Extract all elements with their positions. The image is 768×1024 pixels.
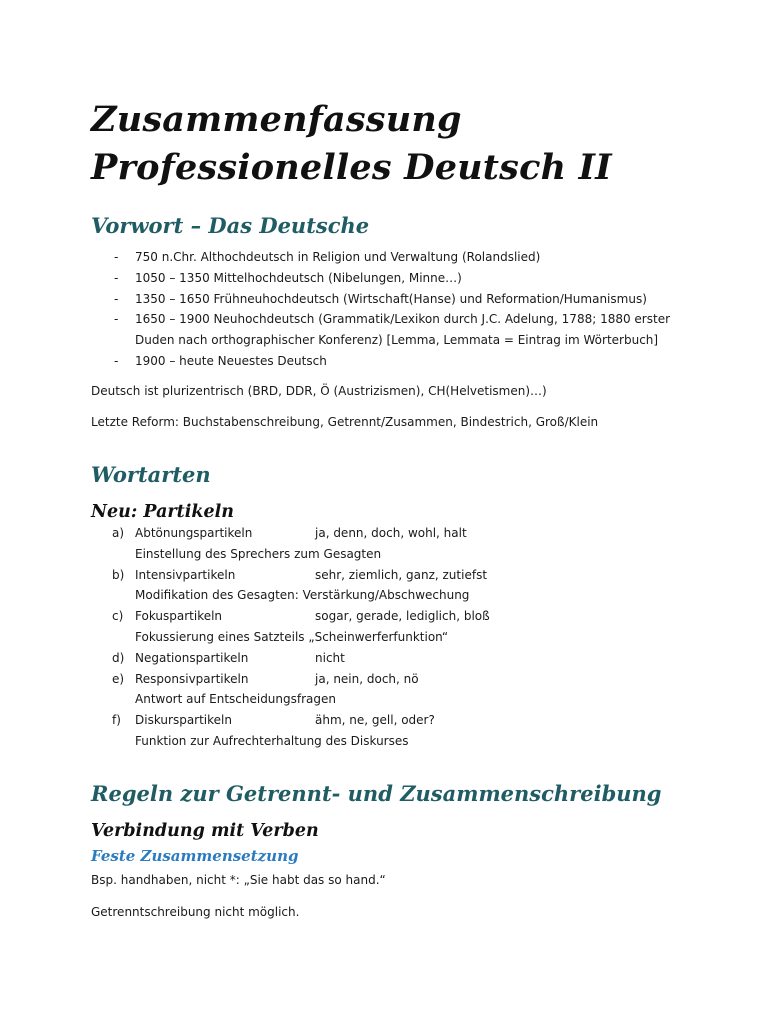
- list-item: c) Fokuspartikeln sogar, gerade, lediglich, bloß Fokussierung eines Satzteils „Scheinwerferfunktion“: [112, 609, 490, 644]
- heading-vorwort: Vorwort – Das Deutsche: [91, 213, 370, 238]
- list-item: d) Negationspartikeln nicht: [112, 650, 345, 665]
- subsubheading-feste-zusammensetzung: Feste Zusammensetzung: [91, 847, 299, 865]
- title-line-2: Professionelles Deutsch II: [91, 147, 612, 188]
- list-item: f) Diskurspartikeln ähm, ne, gell, oder? Funktion zur Aufrechterhaltung des Diskurses: [112, 713, 435, 748]
- list-item: - 1350 – 1650 Frühneuhochdeutsch (Wirtschaft(Hanse) und Reformation/Humanismus): [114, 291, 647, 306]
- list-item: e) Responsivpartikeln ja, nein, doch, nö Antwort auf Entscheidungsfragen: [112, 671, 419, 707]
- subheading-partikeln: Neu: Partikeln: [91, 502, 235, 522]
- list-item: - 1900 – heute Neuestes Deutsch: [114, 353, 327, 368]
- subheading-verbindung-mit-verben: Verbindung mit Verben: [91, 821, 319, 841]
- paragraph-reform: Letzte Reform: Buchstabenschreibung, Getrennt/Zusammen, Bindestrich, Groß/Klein: [91, 415, 599, 429]
- list-item: - 750 n.Chr. Althochdeutsch in Religion und Verwaltung (Rolandslied): [114, 250, 541, 264]
- paragraph-beispiel: Bsp. handhaben, nicht *: „Sie habt das so hand.“: [91, 873, 386, 887]
- title-line-1: Zusammenfassung: [91, 99, 462, 140]
- heading-wortarten: Wortarten: [91, 462, 211, 487]
- history-list: [91, 247, 670, 372]
- list-item: - 1650 – 1900 Neuhochdeutsch (Grammatik/Lexikon durch J.C. Adelung, 1788; 1880 erster Duden nach orthographischer Konferenz) [Lemma, Lemmata = Eintrag im Wörterbuch]: [114, 312, 671, 348]
- partikeln-list: [91, 523, 490, 752]
- paragraph-getrenntschreibung: Getrenntschreibung nicht möglich.: [91, 905, 300, 919]
- document-title: [91, 96, 612, 192]
- list-item: - 1050 – 1350 Mittelhochdeutsch (Nibelungen, Minne…): [114, 270, 462, 285]
- list-item: b) Intensivpartikeln sehr, ziemlich, ganz, zutiefst Modifikation des Gesagten: Verstärkung/Abschwechung: [112, 567, 488, 603]
- heading-regeln: Regeln zur Getrennt- und Zusammenschreibung: [91, 781, 662, 806]
- paragraph-plurizentrisch: Deutsch ist plurizentrisch (BRD, DDR, Ö (Austrizismen), CH(Helvetismen)…): [91, 384, 547, 398]
- list-item: a) Abtönungspartikeln ja, denn, doch, wohl, halt Einstellung des Sprechers zum Gesagten: [112, 526, 467, 561]
